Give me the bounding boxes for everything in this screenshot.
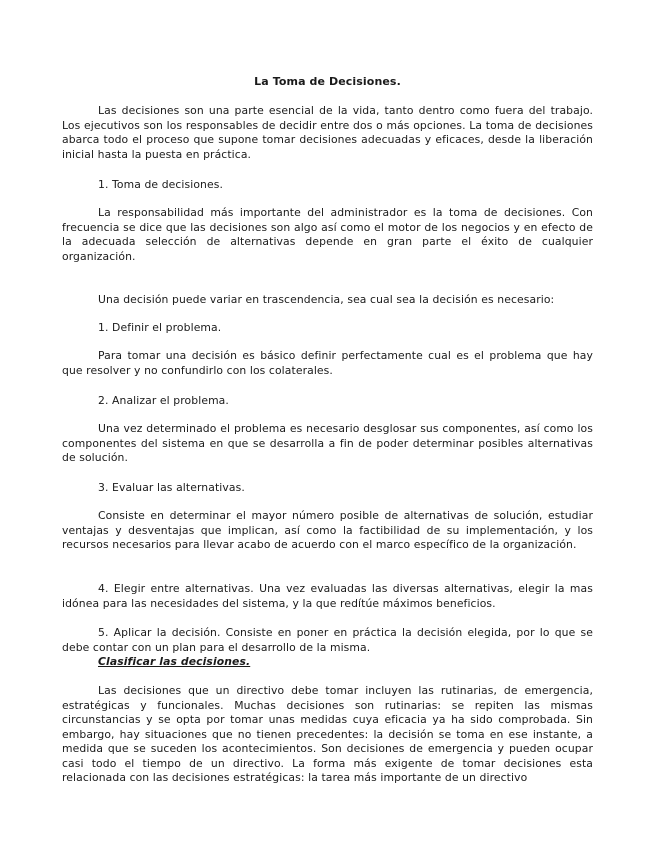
step5-paragraph: 5. Aplicar la decisión. Consiste en poner en práctica la decisión elegida, por lo que se debe contar con un plan para el desarrollo de la misma. (62, 626, 593, 654)
step2-heading: 2. Analizar el problema. (98, 394, 229, 407)
step3-heading: 3. Evaluar las alternativas. (98, 481, 245, 494)
classify-heading: Clasificar las decisiones. (98, 655, 251, 668)
step1-heading: 1. Definir el problema. (98, 321, 222, 334)
classify-paragraph: Las decisiones que un directivo debe tomar incluyen las rutinarias, de emergencia, estratégicas y funcionales. Muchas decisiones son rutinarias: se repiten las mismas circunstancias y se opta por tomar unas medidas cuya eficacia ya ha sido comprobada. Sin embargo, hay situaciones que no tienen precedentes: la decisión se toma en ese instante, a medida que se suceden los acontecimientos. Son decisiones de emergencia y pueden ocupar casi todo el tiempo de un directivo. La forma más exigente de tomar decisiones esta relacionada con las decisiones estratégicas: la tarea más importante de un directivo (62, 684, 593, 784)
trascendencia-paragraph: Una decisión puede variar en trascendencia, sea cual sea la decisión es necesario: (98, 293, 555, 306)
step4-paragraph: 4. Elegir entre alternativas. Una vez evaluadas las diversas alternativas, elegir la mas idónea para las necesidades del sistema, y la que redítúe máximos beneficios. (62, 582, 593, 610)
document-title: La Toma de Decisiones. (254, 75, 401, 88)
step2-paragraph: Una vez determinado el problema es necesario desglosar sus componentes, así como los componentes del sistema en que se desarrolla a fin de poder determinar posibles alternativas de solución. (62, 422, 593, 464)
step3-paragraph: Consiste en determinar el mayor número posible de alternativas de solución, estudiar ventajas y desventajas que implican, así como la factibilidad de su implementación, y los recursos necesarios para llevar acabo de acuerdo con el marco específico de la organización. (62, 509, 593, 551)
section1-heading: 1. Toma de decisiones. (98, 178, 223, 191)
section1-paragraph: La responsabilidad más importante del administrador es la toma de decisiones. Con frecuencia se dice que las decisiones son algo así como el motor de los negocios y en efecto de la adecuada selección de alternativas depende en gran parte el éxito de cualquier organización. (62, 206, 593, 263)
step1-paragraph: Para tomar una decisión es básico definir perfectamente cual es el problema que hay que resolver y no confundirlo con los colaterales. (62, 349, 593, 377)
intro-paragraph: Las decisiones son una parte esencial de la vida, tanto dentro como fuera del trabajo. Los ejecutivos son los responsables de decidir entre dos o más opciones. La toma de decisiones abarca todo el proceso que supone tomar decisiones adecuadas y eficaces, desde la liberación inicial hasta la puesta en práctica. (62, 104, 593, 161)
